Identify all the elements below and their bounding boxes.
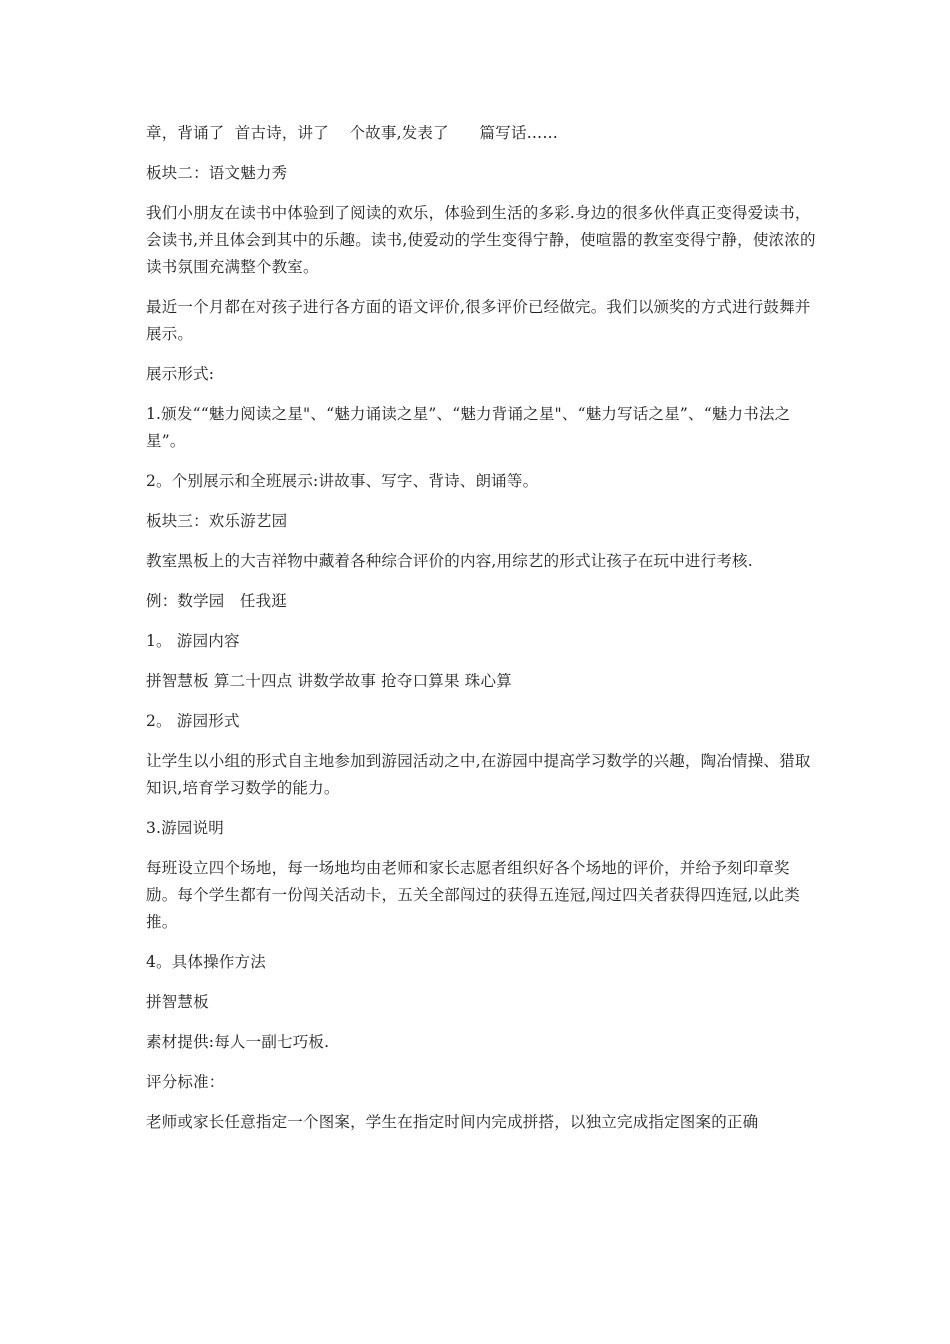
example-label: 例：数学园 任我逛	[146, 592, 287, 610]
document-page	[146, 120, 816, 1149]
section-heading-2: 板块二：语文魅力秀	[146, 164, 288, 182]
paragraph-evaluation: 最近一个月都在对孩子进行各方面的语文评价,很多评价已经做完。我们以颁奖的方式进行鼓舞并展示。	[146, 298, 811, 343]
scoring-label: 评分标准：	[146, 1073, 225, 1091]
subheading-form: 2。 游园形式	[146, 712, 240, 730]
activity-list: 拼智慧板 算二十四点 讲数学故事 抢夺口算果 珠心算	[146, 672, 512, 690]
paragraph-group-activity: 让学生以小组的形式自主地参加到游园活动之中,在游园中提高学习数学的兴趣，陶冶情操、猎取知识,培育学习数学的能力。	[146, 752, 811, 797]
list-item-display: 2。个别展示和全班展示:讲故事、写字、背诗、朗诵等。	[146, 472, 539, 490]
subheading-instructions: 3.游园说明	[146, 819, 224, 837]
display-form-label: 展示形式:	[146, 365, 215, 383]
paragraph-scoring: 老师或家长任意指定一个图案，学生在指定时间内完成拼搭，以独立完成指定图案的正确	[146, 1113, 759, 1131]
paragraph-blackboard: 教室黑板上的大吉祥物中藏着各种综合评价的内容,用综艺的形式让孩子在玩中进行考核.	[146, 552, 753, 570]
subheading-content: 1。 游园内容	[146, 632, 240, 650]
materials-line: 素材提供:每人一副七巧板.	[146, 1033, 330, 1051]
paragraph-reading: 我们小朋友在读书中体验到了阅读的欢乐，体验到生活的多彩.身边的很多伙伴真正变得爱读书，会读书,并且体会到其中的乐趣。读书,使爱动的学生变得宁静，使喧嚣的教室变得宁静，使浓浓的读书氛围充满整个教室。	[146, 204, 816, 276]
subheading-method: 4。具体操作方法	[146, 953, 266, 971]
paragraph-venues: 每班设立四个场地，每一场地均由老师和家长志愿者组织好各个场地的评价，并给予刻印章奖励。每个学生都有一份闯关活动卡，五关全部闯过的获得五连冠,闯过四关者获得四连冠,以此类推。	[146, 859, 800, 931]
list-item-awards: 1.颁发““魅力阅读之星"、“魅力诵读之星”、“魅力背诵之星"、“魅力写话之星”、“魅力书法之星”。	[146, 405, 791, 450]
activity-title-tangram: 拼智慧板	[146, 993, 209, 1011]
section-heading-3: 板块三：欢乐游艺园	[146, 512, 288, 530]
paragraph-continuation: 章，背诵了 首古诗，讲了 个故事,发表了 篇写话……	[146, 124, 559, 142]
